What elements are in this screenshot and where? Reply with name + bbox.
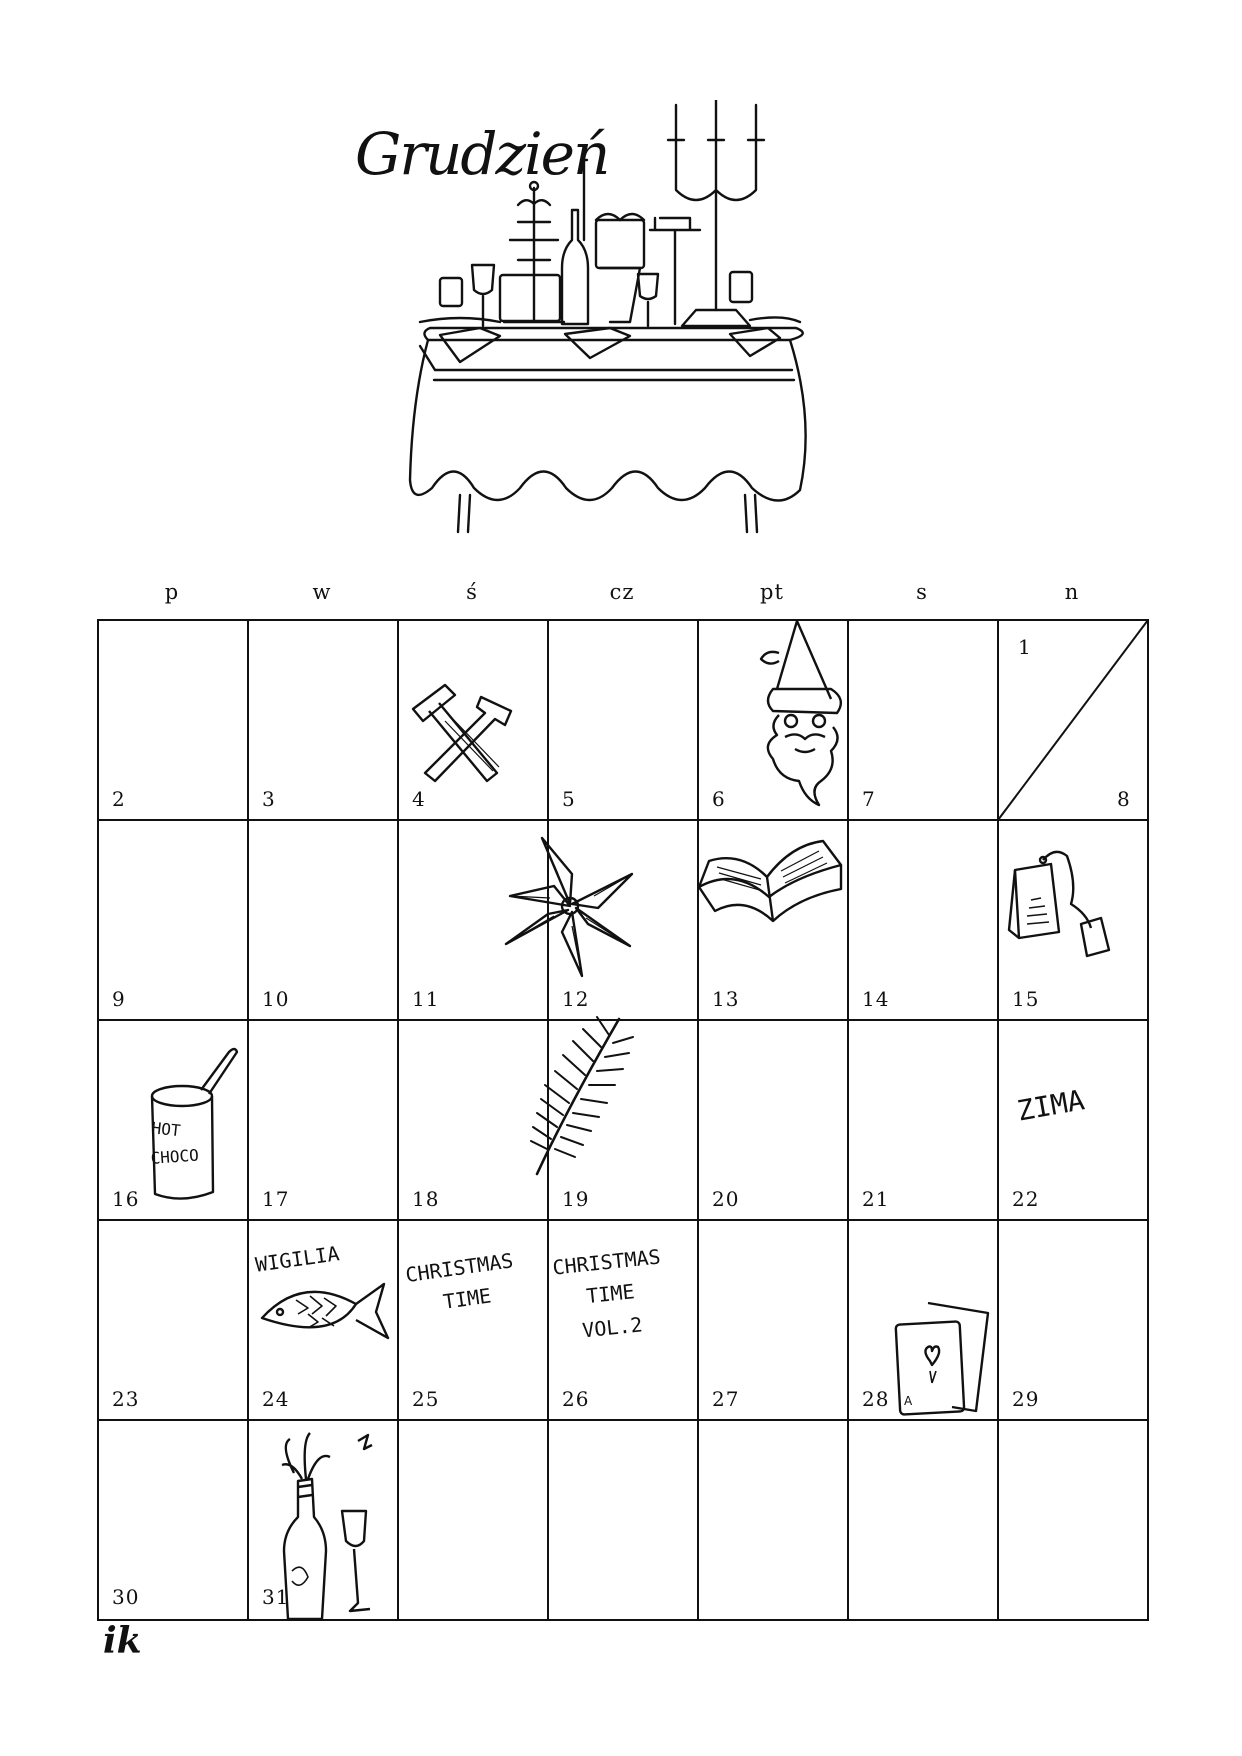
hammer-icon [405, 681, 525, 791]
weekday-sat: s [916, 580, 928, 604]
christmas-time-note [402, 1239, 547, 1339]
weekday-mon: p [164, 580, 180, 604]
hot-choco-line2: CHOCO [150, 1145, 200, 1168]
day-cell[interactable]: 5 [562, 787, 576, 811]
fish-icon [252, 1234, 392, 1354]
day-cell[interactable]: 14 [862, 987, 890, 1011]
zima-label: ZIMA [1014, 1083, 1087, 1128]
cocoa-can-icon [137, 1044, 247, 1204]
day-cell[interactable]: 20 [712, 1187, 740, 1211]
day-cell[interactable]: 15 [1012, 987, 1040, 1011]
day-cell[interactable]: 21 [862, 1187, 890, 1211]
christmas2-line3: VOL.2 [581, 1312, 644, 1343]
hot-choco-line1: HOT [150, 1118, 182, 1141]
christmas-time-vol2-note [547, 1234, 697, 1364]
weekday-fri: pt [760, 580, 784, 604]
day-cell[interactable]: 11 [412, 987, 440, 1011]
christmas2-line1: CHRISTMAS [551, 1244, 662, 1280]
svg-text:A: A [904, 1394, 913, 1408]
weekday-thu: cz [609, 580, 635, 604]
weekday-wed: ś [466, 580, 478, 604]
table-illustration [400, 100, 910, 540]
day-cell[interactable]: 3 [262, 787, 276, 811]
day-cell[interactable]: 25 [412, 1387, 440, 1411]
day-cell[interactable]: 6 [712, 787, 726, 811]
weekday-header-row [97, 580, 1149, 610]
day-cell[interactable]: 31 [262, 1585, 290, 1609]
month-title: Grudzień [355, 120, 609, 188]
day-cell[interactable]: 18 [412, 1187, 440, 1211]
signature: ik [103, 1620, 142, 1662]
day-cell[interactable]: 19 [562, 1187, 590, 1211]
day-1[interactable]: 1 [1018, 635, 1032, 659]
champagne-icon [272, 1421, 392, 1621]
day-cell[interactable]: 22 [1012, 1187, 1040, 1211]
day-cell[interactable]: 4 [412, 787, 426, 811]
calendar-grid [97, 619, 1149, 1621]
day-cell[interactable]: 24 [262, 1387, 290, 1411]
poinsettia-icon [502, 834, 637, 984]
day-cell[interactable]: 9 [112, 987, 126, 1011]
weekday-sun: n [1064, 580, 1080, 604]
day-cell[interactable]: 2 [112, 787, 126, 811]
day-cell[interactable]: 29 [1012, 1387, 1040, 1411]
day-cell[interactable]: 13 [712, 987, 740, 1011]
weekday-tue: w [312, 580, 332, 604]
day-cell[interactable]: 12 [562, 987, 590, 1011]
teabag-icon [1005, 844, 1125, 974]
day-cell[interactable]: 10 [262, 987, 290, 1011]
playing-cards-icon [892, 1299, 1002, 1419]
christmas2-line2: TIME [585, 1279, 636, 1309]
day-cell[interactable]: 16 [112, 1187, 140, 1211]
day-cell[interactable]: 28 [862, 1387, 890, 1411]
pine-branch-icon [527, 1009, 637, 1179]
book-icon [695, 837, 845, 927]
day-cell[interactable]: 27 [712, 1387, 740, 1411]
day-cell[interactable]: 30 [112, 1585, 140, 1609]
christmas1-line2: TIME [441, 1283, 493, 1314]
day-cell[interactable]: 23 [112, 1387, 140, 1411]
day-cell[interactable]: 26 [562, 1387, 590, 1411]
wigilia-label: WIGILIA [253, 1241, 341, 1277]
day-cell[interactable]: 7 [862, 787, 876, 811]
santa-icon [739, 619, 849, 809]
day-cell[interactable]: 17 [262, 1187, 290, 1211]
christmas1-line1: CHRISTMAS [403, 1248, 515, 1288]
day-cell[interactable]: 8 [1117, 787, 1131, 811]
